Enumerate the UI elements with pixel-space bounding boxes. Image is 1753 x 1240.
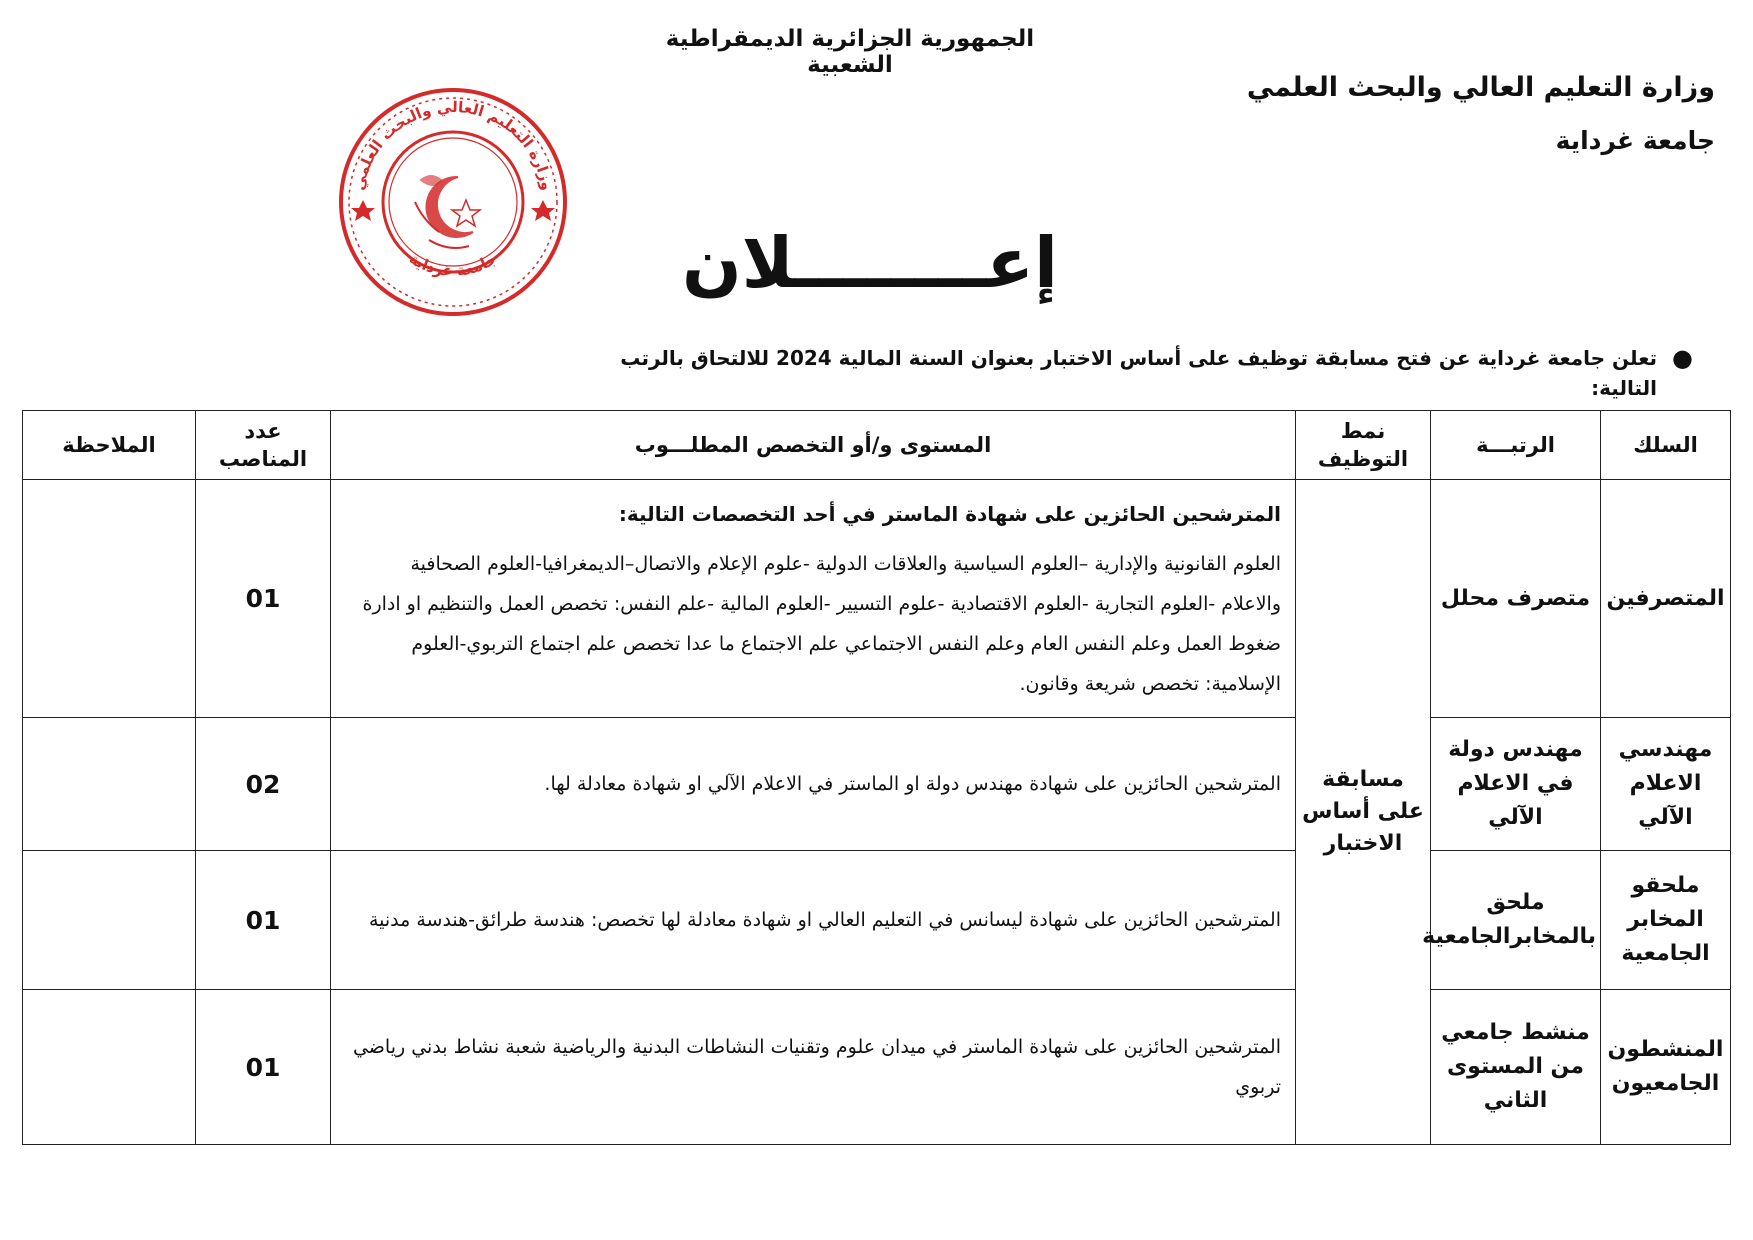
ministry-name: وزارة التعليم العالي والبحث العلمي: [1246, 72, 1715, 103]
table-header-row: [23, 411, 1731, 480]
header-requirement: المستوى و/أو التخصص المطلـــوب: [331, 411, 1296, 480]
grade-cell: منشط جامعي من المستوى الثاني: [1431, 990, 1601, 1145]
recruitment-table: [22, 410, 1730, 1145]
table-row: [23, 851, 1731, 990]
positions-count-cell: 01: [196, 480, 331, 718]
svg-text:وزارة التعليم العالي والبحث ال: وزارة التعليم العالي والبحث العلمي: [349, 97, 557, 192]
requirement-cell: المترشحين الحائزين على شهادة الماستر في ميدان علوم وتقنيات النشاطات البدنية والرياضية شعبة نشاط بدني رياضي تربوي: [331, 990, 1296, 1145]
requirement-cell: [331, 480, 1296, 718]
table-row: [23, 480, 1731, 718]
note-cell: [23, 990, 196, 1145]
corps-cell: المتصرفين: [1601, 480, 1731, 718]
positions-count-cell: 01: [196, 851, 331, 990]
university-name: جامعة غرداية: [1555, 126, 1715, 155]
requirement-cell: المترشحين الحائزين على شهادة ليسانس في التعليم العالي او شهادة معادلة لها تخصص: هندسة طرائق-هندسة مدنية: [331, 851, 1296, 990]
header-corps: السلك: [1601, 411, 1731, 480]
corps-cell: المنشطون الجامعيون: [1601, 990, 1731, 1145]
positions-count-cell: 02: [196, 718, 331, 851]
header-grade: الرتبـــة: [1431, 411, 1601, 480]
corps-cell: ملحقو المخابر الجامعية: [1601, 851, 1731, 990]
announcement-title: إعــــــــلان: [681, 222, 1059, 304]
header-count: عدد المناصب: [196, 411, 331, 480]
bullet-icon: ●: [1672, 344, 1693, 372]
header-mode: نمط التوظيف: [1296, 411, 1431, 480]
republic-name: الجمهورية الجزائرية الديمقراطية الشعبية: [665, 26, 1035, 78]
grade-cell: ملحق بالمخابرالجامعية: [1431, 851, 1601, 990]
positions-count-cell: 01: [196, 990, 331, 1145]
grade-cell: متصرف محلل: [1431, 480, 1601, 718]
note-cell: [23, 480, 196, 718]
note-cell: [23, 851, 196, 990]
svg-text:جامعة غرداية: جامعة غرداية: [405, 249, 501, 280]
requirement-cell: المترشحين الحائزين على شهادة مهندس دولة او الماستر في الاعلام الآلي او شهادة معادلة لها.: [331, 718, 1296, 851]
table-row: [23, 990, 1731, 1145]
intro-paragraph: [617, 343, 1693, 403]
official-seal-stamp: [333, 82, 573, 322]
requirement-text: العلوم القانونية والإدارية –العلوم السياسية والعلاقات الدولية -علوم الإعلام والاتصال–الديمغرافيا-العلوم الصحافية والاعلام -العلوم التجارية -العلوم الاقتصادية -علوم التسيير -العلوم المالية -علم النفس: تخصص العمل والتنظيم او ادارة ضغوط العمل وعلم النفس العام وعلم النفس الاجتماعي علم الاجتماع ما عدا تخصص علم اجتماع التربوي-العلوم الإسلامية: تخصص شريعة وقانون.: [362, 552, 1281, 695]
grade-cell: مهندس دولة في الاعلام الآلي: [1431, 718, 1601, 851]
recruitment-mode-cell: مسابقة على أساس الاختبار: [1296, 480, 1431, 1145]
corps-cell: مهندسي الاعلام الآلي: [1601, 718, 1731, 851]
intro-text: تعلن جامعة غرداية عن فتح مسابقة توظيف على أساس الاختبار بعنوان السنة المالية 2024 للالتحاق بالرتب التالية:: [620, 346, 1657, 400]
requirement-heading: المترشحين الحائزين على شهادة الماستر في أحد التخصصات التالية:: [618, 501, 1281, 526]
table-row: [23, 718, 1731, 851]
note-cell: [23, 718, 196, 851]
header-note: الملاحظة: [23, 411, 196, 480]
